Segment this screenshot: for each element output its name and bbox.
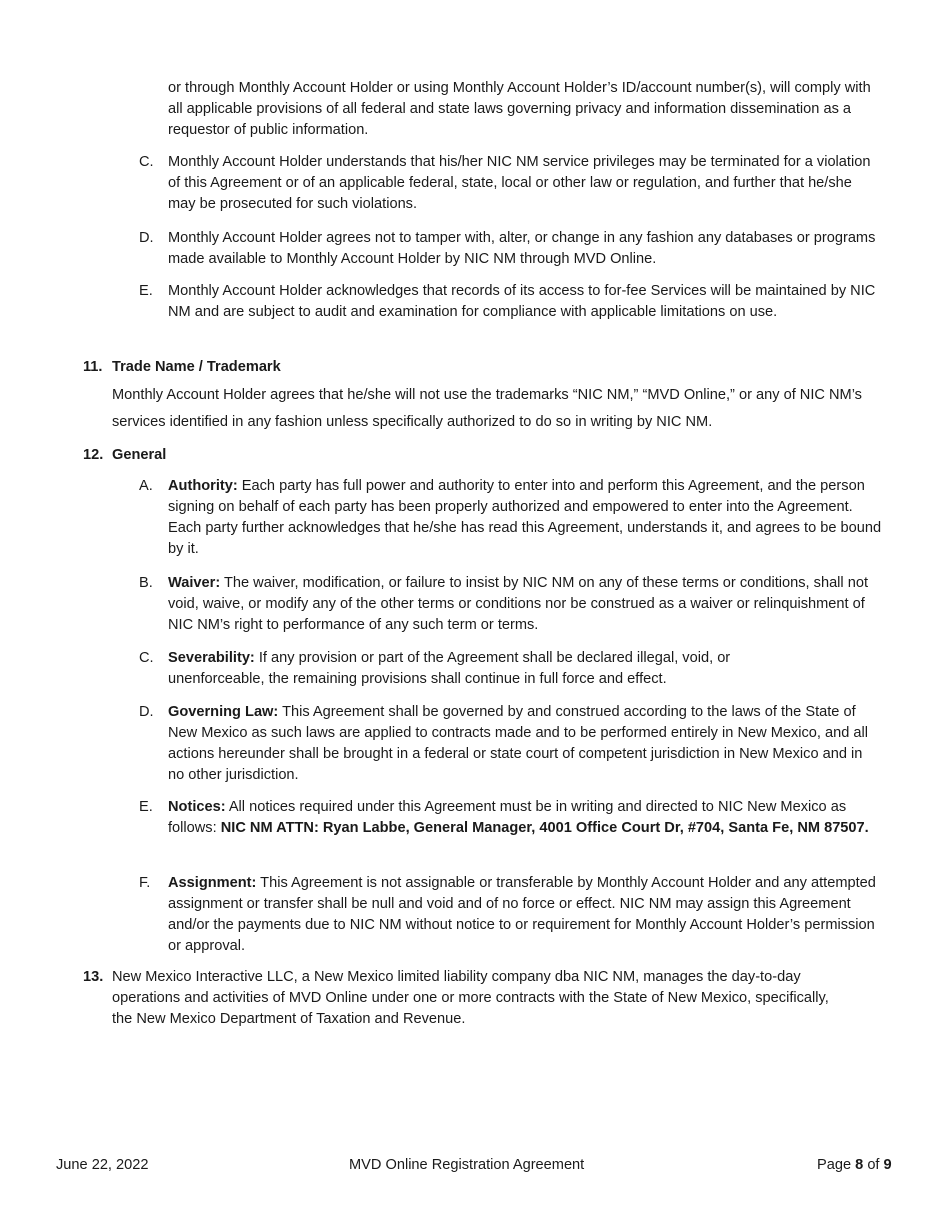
footer-title: MVD Online Registration Agreement bbox=[349, 1157, 585, 1173]
list-marker: F. bbox=[139, 875, 151, 891]
page-of: of bbox=[863, 1157, 884, 1173]
list-marker: D. bbox=[139, 704, 154, 720]
list-marker: B. bbox=[139, 575, 153, 591]
list-marker: A. bbox=[139, 478, 153, 494]
clause-label: Authority: bbox=[168, 478, 238, 494]
list-item-text: Monthly Account Holder acknowledges that records of its access to for-fee Services will be maintained by NIC NM and are subject to audit and examination for compliance with applicable limitations on use. bbox=[168, 283, 876, 320]
section-number: 13. bbox=[83, 969, 104, 985]
section-number: 11. bbox=[83, 359, 103, 375]
footer-date: June 22, 2022 bbox=[56, 1157, 149, 1173]
list-item-text: Monthly Account Holder understands that his/her NIC NM service privileges may be terminated for a violation of this Agreement or of an applicable federal, state, local or other law or regulation, and further that he/she may be prosecuted for such violations. bbox=[168, 154, 871, 212]
section-title: Trade Name / Trademark bbox=[112, 359, 281, 375]
footer-page-number bbox=[817, 1155, 892, 1176]
list-marker: C. bbox=[139, 650, 154, 666]
section-title: General bbox=[112, 447, 167, 463]
clause-text: All notices required under this Agreement must be in writing and directed to NIC New Mexico as follows: bbox=[168, 799, 847, 836]
notice-address: NIC NM ATTN: Ryan Labbe, General Manager, 4001 Office Court Dr, #704, Santa Fe, NM 87507. bbox=[220, 820, 869, 836]
clause-label: Assignment: bbox=[168, 875, 257, 891]
page-current: 8 bbox=[855, 1157, 864, 1173]
clause-label: Governing Law: bbox=[168, 704, 279, 720]
clause-text: This Agreement shall be governed by and construed according to the laws of the State of New Mexico as such laws are applied to contracts made and to be performed entirely in New Mexico, and all actions hereunder shall be brought in a federal or state court of competent jurisdiction in New Mexico and in no other jurisdiction. bbox=[168, 704, 869, 783]
list-marker: C. bbox=[139, 154, 154, 170]
clause-label: Waiver: bbox=[168, 575, 221, 591]
continuation-paragraph: or through Monthly Account Holder or using Monthly Account Holder’s ID/account number(s), will comply with all applicable provisions of all federal and state laws governing privacy and information dissemination as a requestor of public information. bbox=[168, 80, 871, 138]
page-total: 9 bbox=[883, 1157, 892, 1173]
clause-label: Notices: bbox=[168, 799, 226, 815]
section-body: New Mexico Interactive LLC, a New Mexico limited liability company dba NIC NM, manages the day-to-day operations and activities of MVD Online under one or more contracts with the State of New Mexico, specifically, the New Mexico Department of Taxation and Revenue. bbox=[112, 969, 829, 1027]
clause-text: Each party has full power and authority to enter into and perform this Agreement, and the person signing on behalf of each party has been properly authorized and empowered to enter into the Agreement. Each party further acknowledges that he/she has read this Agreement, understands it, and agrees to be bound by it. bbox=[168, 478, 882, 557]
section-body: Monthly Account Holder agrees that he/she will not use the trademarks “NIC NM,” “MVD Online,” or any of NIC NM’s services identified in any fashion unless specifically authorized to do so in writing by NIC NM. bbox=[112, 387, 862, 430]
list-marker: D. bbox=[139, 230, 154, 246]
list-marker: E. bbox=[139, 799, 153, 815]
clause-text: This Agreement is not assignable or transferable by Monthly Account Holder and any attempted assignment or transfer shall be null and void and of no force or effect. NIC NM may assign this Agreement and/or the payments due to NIC NM without notice to or requirement for Monthly Account Holder’s permission or approval. bbox=[168, 875, 876, 954]
list-marker: E. bbox=[139, 283, 153, 299]
clause-text: The waiver, modification, or failure to insist by NIC NM on any of these terms or conditions, shall not void, waive, or modify any of the other terms or conditions nor be construed as a waiver or relinquishment of NIC NM’s right to performance of any such term or terms. bbox=[168, 575, 869, 633]
list-item-text: Monthly Account Holder agrees not to tamper with, alter, or change in any fashion any databases or programs made available to Monthly Account Holder by NIC NM through MVD Online. bbox=[168, 230, 876, 267]
page-prefix: Page bbox=[817, 1157, 856, 1173]
clause-label: Severability: bbox=[168, 650, 255, 666]
clause-text: If any provision or part of the Agreement shall be declared illegal, void, or unenforceable, the remaining provisions shall continue in full force and effect. bbox=[168, 650, 731, 687]
section-number: 12. bbox=[83, 447, 104, 463]
